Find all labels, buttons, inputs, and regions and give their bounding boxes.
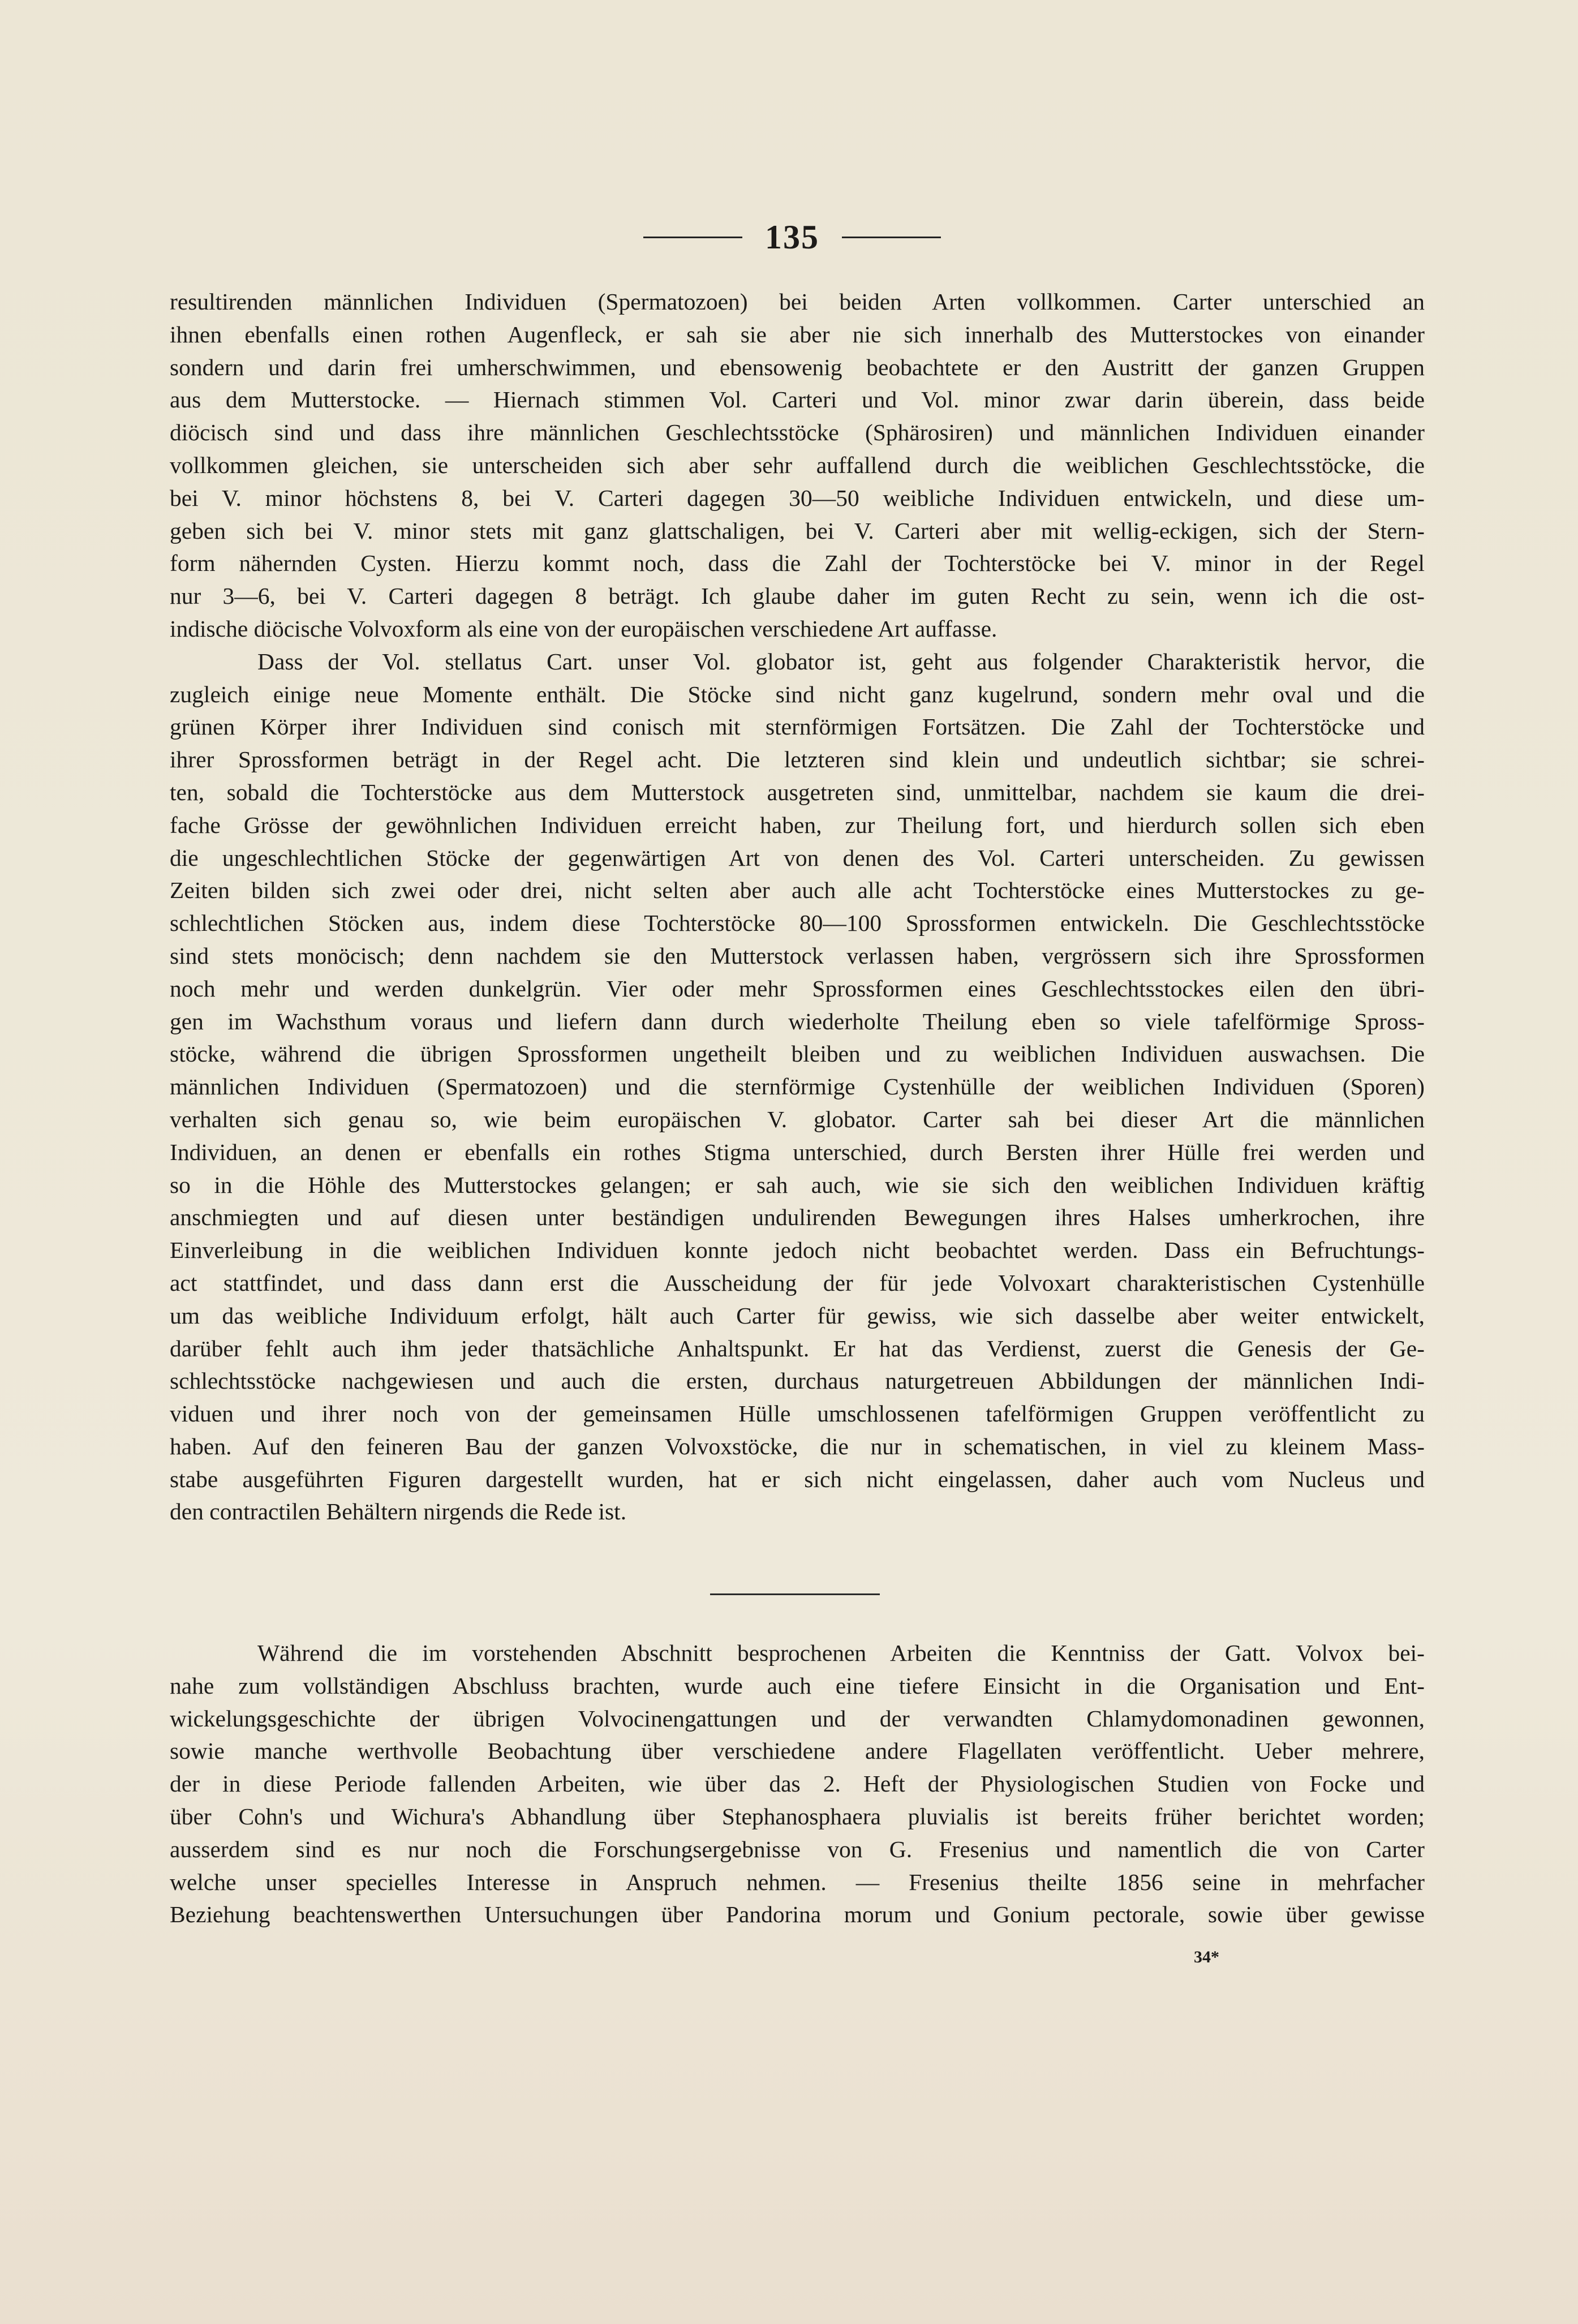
text-line: welche unser specielles Interesse in Anspruch nehmen. — Fresenius theilte 1856 seine in mehrfacher — [170, 1868, 1425, 1895]
page-number: 135 — [765, 218, 819, 256]
text-line: Zeiten bilden sich zwei oder drei, nicht selten aber auch alle acht Tochterstöcke eines Mutterstockes zu ge- — [170, 877, 1425, 904]
text-line: anschmiegten und auf diesen unter beständigen undulirenden Bewegungen ihres Halses umherkrochen, ihre — [170, 1204, 1425, 1231]
header-rule-right — [842, 237, 941, 238]
text-line: Dass der Vol. stellatus Cart. unser Vol. globator ist, geht aus folgender Charakteristik hervor, die — [257, 648, 1425, 675]
text-line: sowie manche werthvolle Beobachtung über verschiedene andere Flagellaten veröffentlicht. Ueber mehrere, — [170, 1738, 1425, 1764]
text-line: diöcisch sind und dass ihre männlichen Geschlechtsstöcke (Sphärosiren) und männlichen Individuen einander — [170, 419, 1425, 446]
text-line: männlichen Individuen (Spermatozoen) und die sternförmige Cystenhülle der weiblichen Individuen (Sporen) — [170, 1073, 1425, 1100]
text-line: über Cohn's und Wichura's Abhandlung über Stephanosphaera pluvialis ist bereits früher berichtet worden; — [170, 1803, 1425, 1829]
text-line: act stattfindet, und dass dann erst die Ausscheidung der für jede Volvoxart charakteristischen Cystenhülle — [170, 1269, 1425, 1296]
text-line: bei V. minor höchstens 8, bei V. Carteri dagegen 30—50 weibliche Individuen entwickeln, und diese um- — [170, 484, 1425, 511]
text-line: ausserdem sind es nur noch die Forschungsergebnisse von G. Fresenius und namentlich die von Carter — [170, 1836, 1425, 1862]
text-line: indische diöcische Volvoxform als eine von der europäischen verschiedene Art auffasse. — [170, 615, 997, 642]
text-section-carter-volvox — [170, 286, 1425, 1528]
text-line: haben. Auf den feineren Bau der ganzen Volvoxstöcke, die nur in schematischen, in viel zu kleinem Mass- — [170, 1433, 1425, 1459]
text-line: stöcke, während die übrigen Sprossformen ungetheilt bleiben und zu weiblichen Individuen auswachsen. Die — [170, 1041, 1425, 1067]
text-line: geben sich bei V. minor stets mit ganz glattschaligen, bei V. Carteri aber mit wellig-eckigen, sich der Stern- — [170, 517, 1425, 544]
text-line: sind stets monöcisch; denn nachdem sie den Mutterstock verlassen haben, vergrössern sich ihre Sprossformen — [170, 942, 1425, 969]
text-line: den contractilen Behältern nirgends die Rede ist. — [170, 1498, 627, 1525]
text-line: viduen und ihrer noch von der gemeinsamen Hülle umschlossenen tafelförmigen Gruppen veröffentlicht zu — [170, 1401, 1425, 1427]
text-line: form nähernden Cysten. Hierzu kommt noch, dass die Zahl der Tochterstöcke bei V. minor in der Regel — [170, 550, 1425, 577]
text-line: resultirenden männlichen Individuen (Spermatozoen) bei beiden Arten vollkommen. Carter unterschied an — [170, 289, 1425, 315]
text-line: nahe zum vollständigen Abschluss brachten, wurde auch eine tiefere Einsicht in die Organisation und Ent- — [170, 1672, 1425, 1699]
text-section-volvocinen — [170, 1637, 1425, 1931]
text-line: noch mehr und werden dunkelgrün. Vier oder mehr Sprossformen eines Geschlechtsstockes eilen den übri- — [170, 975, 1425, 1002]
text-line: die ungeschlechtlichen Stöcke der gegenwärtigen Art von denen des Vol. Carteri unterscheiden. Zu gewissen — [170, 844, 1425, 871]
text-line: nur 3—6, bei V. Carteri dagegen 8 beträgt. Ich glaube daher im guten Recht zu sein, wenn ich die ost- — [170, 583, 1425, 609]
text-line: darüber fehlt auch ihm jeder thatsächliche Anhaltspunkt. Er hat das Verdienst, zuerst die Genesis der Ge- — [170, 1335, 1425, 1361]
text-line: aus dem Mutterstocke. — Hiernach stimmen Vol. Carteri und Vol. minor zwar darin überein, dass beide — [170, 386, 1425, 413]
text-line: schlechtlichen Stöcken aus, indem diese Tochterstöcke 80—100 Sprossformen entwickeln. Die Geschlechtsstöcke — [170, 910, 1425, 937]
header-rule-left — [643, 237, 742, 238]
text-line: so in die Höhle des Mutterstockes gelangen; er sah auch, wie sie sich den weiblichen Individuen kräftig — [170, 1171, 1425, 1198]
text-line: vollkommen gleichen, sie unterscheiden sich aber sehr auffallend durch die weiblichen Geschlechtsstöcke, die — [170, 452, 1425, 478]
text-line: zugleich einige neue Momente enthält. Die Stöcke sind nicht ganz kugelrund, sondern mehr oval und die — [170, 681, 1425, 707]
page-header — [634, 217, 951, 257]
text-line: sondern und darin frei umherschwimmen, und ebensowenig beobachtete er den Austritt der ganzen Gruppen — [170, 354, 1425, 380]
text-line: Einverleibung in die weiblichen Individuen konnte jedoch nicht beobachtet werden. Dass ein Befruchtungs- — [170, 1237, 1425, 1264]
text-line: stabe ausgeführten Figuren dargestellt wurden, hat er sich nicht eingelassen, daher auch vom Nucleus und — [170, 1466, 1425, 1492]
text-line: wickelungsgeschichte der übrigen Volvocinengattungen und der verwandten Chlamydomonadinen gewonnen, — [170, 1705, 1425, 1732]
text-line: schlechtsstöcke nachgewiesen und auch die ersten, durchaus naturgetreuen Abbildungen der männlichen Indi- — [170, 1368, 1425, 1394]
text-line: der in diese Periode fallenden Arbeiten, wie über das 2. Heft der Physiologischen Studien von Focke und — [170, 1771, 1425, 1797]
text-line: um das weibliche Individuum erfolgt, hält auch Carter für gewiss, wie sich dasselbe aber weiter entwickelt, — [170, 1302, 1425, 1329]
text-line: verhalten sich genau so, wie beim europäischen V. globator. Carter sah bei dieser Art die männlichen — [170, 1106, 1425, 1132]
text-line: ten, sobald die Tochterstöcke aus dem Mutterstock ausgetreten sind, unmittelbar, nachdem sie kaum die drei- — [170, 779, 1425, 805]
text-line: fache Grösse der gewöhnlichen Individuen erreicht haben, zur Theilung fort, und hierdurch sollen sich eben — [170, 811, 1425, 838]
printer-signature-mark: 34* — [1194, 1948, 1219, 1966]
text-line: ihrer Sprossformen beträgt in der Regel acht. Die letzteren sind klein und undeutlich sichtbar; sie schrei- — [170, 746, 1425, 773]
text-line: Individuen, an denen er ebenfalls ein rothes Stigma unterschied, durch Bersten ihrer Hülle frei werden und — [170, 1139, 1425, 1165]
text-line: Während die im vorstehenden Abschnitt besprochenen Arbeiten die Kenntniss der Gatt. Volvox bei- — [257, 1640, 1425, 1666]
text-line: ihnen ebenfalls einen rothen Augenfleck, er sah sie aber nie sich innerhalb des Mutterstockes von einander — [170, 321, 1425, 347]
section-divider — [710, 1593, 880, 1595]
text-line: Beziehung beachtenswerthen Untersuchungen über Pandorina morum und Gonium pectorale, sowie über gewisse — [170, 1901, 1425, 1928]
text-line: grünen Körper ihrer Individuen sind conisch mit sternförmigen Fortsätzen. Die Zahl der Tochterstöcke und — [170, 714, 1425, 740]
text-line: gen im Wachsthum voraus und liefern dann durch wiederholte Theilung eben so viele tafelförmige Spross- — [170, 1008, 1425, 1034]
